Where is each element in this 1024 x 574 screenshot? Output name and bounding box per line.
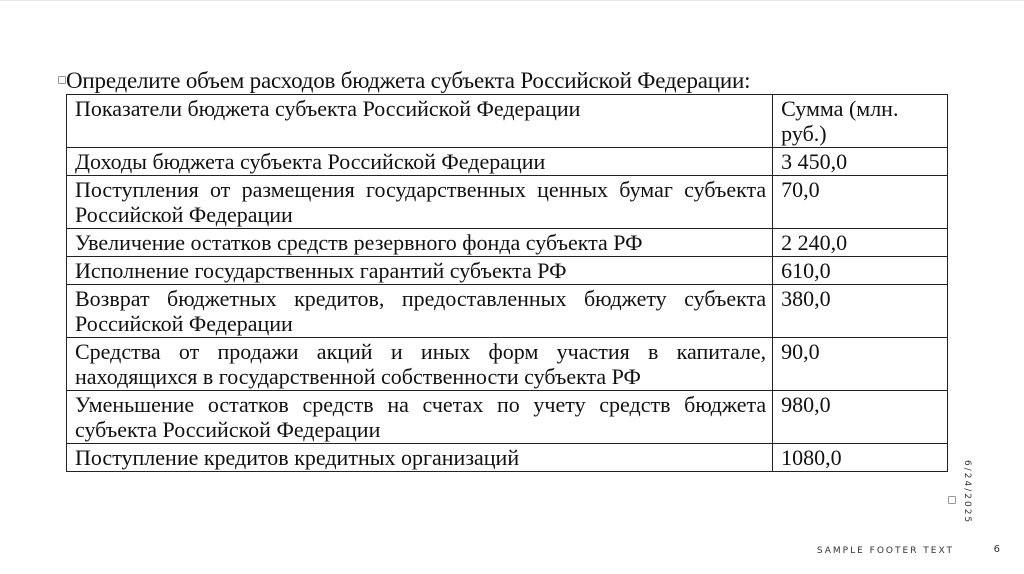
slide-date: 6/24/2025	[962, 460, 972, 525]
row-indicator: Поступление кредитов кредитных организаций	[67, 444, 773, 472]
row-value: 3 450,0	[773, 148, 948, 176]
row-value: 90,0	[773, 338, 948, 391]
task-title: Определите объем расходов бюджета субъекта Российской Федерации:	[66, 68, 751, 93]
header-indicator: Показатели бюджета субъекта Российской Федерации	[67, 95, 773, 148]
resize-handle-bottom-right[interactable]	[948, 496, 956, 504]
row-indicator: Поступления от размещения государственных ценных бумаг субъекта Российской Федерации	[67, 176, 773, 229]
header-sum: Сумма (млн. руб.)	[773, 95, 948, 148]
row-indicator: Средства от продажи акций и иных форм участия в капитале, находящихся в государственной собственности субъекта РФ	[67, 338, 773, 391]
row-value: 380,0	[773, 285, 948, 338]
resize-handle-top-left[interactable]	[58, 76, 66, 84]
row-indicator: Уменьшение остатков средств на счетах по учету средств бюджета субъекта Российской Федерации	[67, 391, 773, 444]
table-header-row	[67, 95, 948, 148]
budget-table	[66, 94, 948, 472]
row-indicator: Увеличение остатков средств резервного фонда субъекта РФ	[67, 229, 773, 257]
row-indicator: Доходы бюджета субъекта Российской Федерации	[67, 148, 773, 176]
table-row	[67, 338, 948, 391]
text-box[interactable]	[60, 68, 952, 472]
row-indicator: Возврат бюджетных кредитов, предоставленных бюджету субъекта Российской Федерации	[67, 285, 773, 338]
table-row	[67, 391, 948, 444]
page-number: 6	[993, 544, 1000, 555]
table-row	[67, 229, 948, 257]
row-value: 1080,0	[773, 444, 948, 472]
table-row	[67, 285, 948, 338]
table-row	[67, 444, 948, 472]
footer-text: SAMPLE FOOTER TEXT	[816, 546, 954, 556]
table-row	[67, 148, 948, 176]
row-value: 70,0	[773, 176, 948, 229]
row-value: 980,0	[773, 391, 948, 444]
slide-top-edge	[0, 0, 1024, 1]
row-indicator: Исполнение государственных гарантий субъекта РФ	[67, 257, 773, 285]
row-value: 2 240,0	[773, 229, 948, 257]
table-row	[67, 176, 948, 229]
table-row	[67, 257, 948, 285]
row-value: 610,0	[773, 257, 948, 285]
